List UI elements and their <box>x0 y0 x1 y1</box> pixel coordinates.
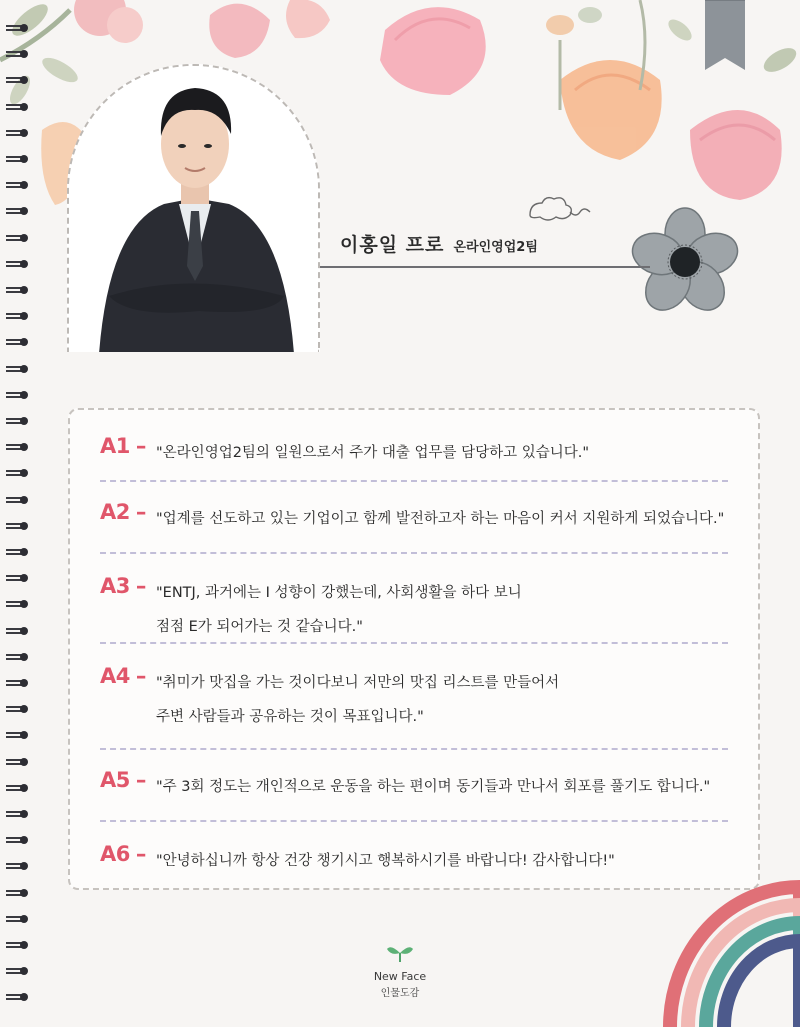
qa-label: A1 – <box>100 434 146 458</box>
spiral-ring <box>6 991 32 1003</box>
spiral-ring <box>6 494 32 506</box>
qa-answer-line: "업계를 선도하고 있는 기업이고 함께 발전하고자 하는 마음이 커서 지원하게 되었습니다." <box>156 511 725 527</box>
spiral-binding <box>6 22 36 1012</box>
profile-photo <box>67 64 320 352</box>
qa-answer-line: 점점 E가 되어가는 것 같습니다." <box>156 619 363 635</box>
spiral-ring <box>6 598 32 610</box>
profile-team: 온라인영업2팀 <box>453 240 538 255</box>
qa-card <box>68 408 760 890</box>
spiral-ring <box>6 913 32 925</box>
spiral-ring <box>6 310 32 322</box>
footer-subtitle: 인물도감 <box>380 988 420 999</box>
divider <box>100 642 728 644</box>
divider <box>100 820 728 822</box>
spiral-ring <box>6 363 32 375</box>
qa-answer-line: "ENTJ, 과거에는 I 성향이 강했는데, 사회생활을 하다 보니 <box>156 585 522 601</box>
qa-answer-line: "안녕하십니까 항상 건강 챙기시고 행복하시기를 바랍니다! 감사합니다!" <box>156 853 615 869</box>
spiral-ring <box>6 939 32 951</box>
spiral-ring <box>6 703 32 715</box>
qa-answer <box>156 576 728 644</box>
spiral-ring <box>6 546 32 558</box>
spiral-ring <box>6 887 32 899</box>
spiral-ring <box>6 965 32 977</box>
qa-answer <box>156 436 728 470</box>
qa-label: A4 – <box>100 664 146 688</box>
qa-label: A2 – <box>100 500 146 524</box>
qa-label: A6 – <box>100 842 146 866</box>
rainbow-decoration <box>660 877 800 1027</box>
spiral-ring <box>6 205 32 217</box>
spiral-ring <box>6 834 32 846</box>
spiral-ring <box>6 520 32 532</box>
qa-label: A3 – <box>100 574 146 598</box>
spiral-ring <box>6 756 32 768</box>
spiral-ring <box>6 441 32 453</box>
divider <box>100 480 728 482</box>
spiral-ring <box>6 415 32 427</box>
spiral-ring <box>6 153 32 165</box>
profile-name: 이홍일 프로 <box>340 234 445 256</box>
name-underline <box>320 266 650 268</box>
spiral-ring <box>6 651 32 663</box>
spiral-ring <box>6 336 32 348</box>
qa-answer <box>156 770 728 804</box>
qa-answer <box>156 844 728 878</box>
qa-answer-line: 주변 사람들과 공유하는 것이 목표입니다." <box>156 709 424 725</box>
footer-title: New Face <box>373 970 427 983</box>
sprout-icon <box>385 944 415 962</box>
qa-answer-line: "온라인영업2팀의 일원으로서 주가 대출 업무를 담당하고 있습니다." <box>156 445 590 461</box>
spiral-ring <box>6 232 32 244</box>
spiral-ring <box>6 74 32 86</box>
spiral-ring <box>6 389 32 401</box>
qa-answer <box>156 502 728 536</box>
spiral-ring <box>6 729 32 741</box>
spiral-ring <box>6 572 32 584</box>
divider <box>100 748 728 750</box>
spiral-ring <box>6 625 32 637</box>
spiral-ring <box>6 179 32 191</box>
spiral-ring <box>6 22 32 34</box>
spiral-ring <box>6 677 32 689</box>
divider <box>100 552 728 554</box>
profile-name-block <box>340 230 538 257</box>
spiral-ring <box>6 127 32 139</box>
qa-label: A5 – <box>100 768 146 792</box>
spiral-ring <box>6 258 32 270</box>
spiral-ring <box>6 101 32 113</box>
qa-answer <box>156 666 728 734</box>
person-portrait <box>69 66 320 352</box>
qa-answer-line: "주 3회 정도는 개인적으로 운동을 하는 편이며 동기들과 만나서 회포를 풀기도 합니다." <box>156 779 711 795</box>
spiral-ring <box>6 467 32 479</box>
spiral-ring <box>6 860 32 872</box>
spiral-ring <box>6 808 32 820</box>
footer-logo <box>360 944 440 999</box>
spiral-ring <box>6 284 32 296</box>
spiral-ring <box>6 782 32 794</box>
spiral-ring <box>6 48 32 60</box>
qa-answer-line: "취미가 맛집을 가는 것이다보니 저만의 맛집 리스트를 만들어서 <box>156 675 560 691</box>
